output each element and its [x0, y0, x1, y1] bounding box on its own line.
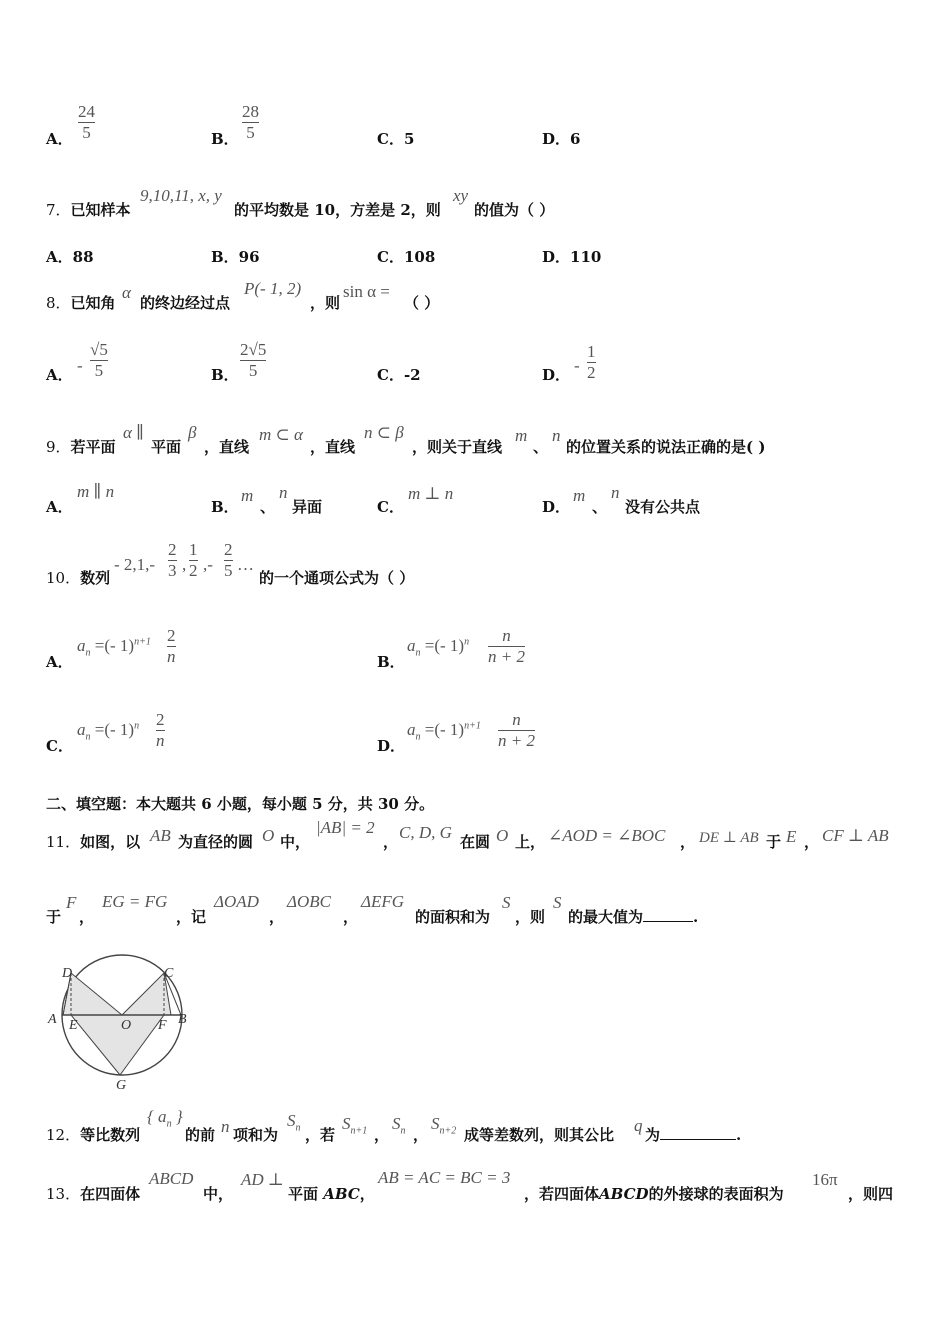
- q11-stem-6: 上，: [515, 833, 546, 851]
- q10-frac-1: 2 3: [168, 540, 177, 580]
- q6-option-a-fraction: 24 5: [78, 102, 95, 142]
- q10-option-d: D．: [377, 737, 406, 755]
- q12-sn-2: $S_n$: [392, 1114, 406, 1137]
- q11-eg-fg: EG = FG: [102, 892, 168, 911]
- q11-stem-7: ，: [680, 833, 696, 851]
- q9-option-c: C．: [377, 498, 404, 516]
- label-d: D: [62, 966, 73, 981]
- label-o: O: [121, 1018, 132, 1033]
- label-a: A: [48, 1012, 57, 1027]
- q9-option-d-n: n: [611, 483, 620, 502]
- q12-sn2: $S_{n+2}$: [431, 1114, 457, 1137]
- q10-comma: ,: [182, 555, 187, 574]
- q13-stem-2: 中，: [203, 1185, 234, 1203]
- q10-option-b-formula: $a_n$ =(- 1)$^n$: [407, 636, 470, 659]
- label-g: G: [116, 1078, 127, 1093]
- q11-l2-comma-3: ，: [343, 908, 359, 926]
- q11-l2-comma: ，: [79, 908, 95, 926]
- q12-stem-4: ，若: [305, 1126, 336, 1144]
- q13-ad-perp: AD ⊥: [241, 1170, 284, 1189]
- q10-option-a-formula: $a_n$ =(- 1)$^{n+1}$: [77, 636, 151, 659]
- q8-option-d: D．: [542, 366, 571, 384]
- q10-option-d-formula: $a_n$ =(- 1)$^{n+1}$: [407, 720, 481, 743]
- q12-seq: { $a_n$ }: [147, 1107, 183, 1130]
- q10-option-a: A．: [46, 653, 73, 671]
- q9-stem-6: 的位置关系的说法正确的是( ): [566, 438, 766, 456]
- q11-l2-area: 的面积和为: [415, 908, 491, 926]
- q7-stem-2: 的平均数是 10，方差是 2，则: [234, 201, 441, 219]
- q8-option-d-sign: -: [574, 356, 580, 375]
- q10-option-c-fraction: 2 n: [156, 710, 165, 750]
- q9-option-b-n: n: [279, 483, 288, 502]
- q7-sample: 9,10,11, x, y: [140, 186, 222, 205]
- q7-xy: xy: [453, 186, 469, 205]
- q7-option-c: C．108: [377, 248, 436, 266]
- q9-option-d-text: 没有公共点: [625, 498, 701, 516]
- q11-de-perp: DE ⊥ AB: [699, 830, 759, 846]
- q10-stem: 10．数列: [46, 569, 111, 587]
- q9-m: m: [515, 426, 528, 445]
- q11-circle-figure: [44, 945, 214, 1095]
- q11-tri-oad: ΔOAD: [214, 892, 259, 911]
- q13-stem-4: ，若四面体ABCD的外接球的表面积为: [524, 1185, 784, 1203]
- q9-alpha-parallel: α ∥: [123, 423, 145, 442]
- q9-option-d: D．: [542, 498, 571, 516]
- q11-tri-obc: ΔOBC: [287, 892, 331, 911]
- q9-option-b-m: m: [241, 486, 254, 505]
- q9-option-a-math: m ∥ n: [77, 482, 115, 501]
- q13-equal-sides: AB = AC = BC = 3: [378, 1168, 511, 1187]
- q10-option-c-formula: $a_n$ =(- 1)$^n$: [77, 720, 140, 743]
- q13-stem-3: 平面 ABC，: [288, 1185, 375, 1203]
- section-2-heading: 二、填空题：本大题共 6 小题，每小题 5 分，共 30 分。: [46, 795, 435, 813]
- q8-stem-3: ，则: [310, 294, 341, 312]
- q9-stem-2: 平面: [151, 438, 182, 456]
- q11-cf-perp: CF ⊥ AB: [822, 826, 889, 845]
- q11-l2-comma-2: ，: [269, 908, 285, 926]
- q8-option-a: A．: [46, 366, 73, 384]
- q11-tri-efg: ΔEFG: [361, 892, 405, 911]
- q10-seq-start: - 2,1,-: [114, 555, 156, 574]
- q6-option-d: D．6: [542, 130, 581, 148]
- q13-stem-5: ，则四: [848, 1185, 894, 1203]
- q9-sep: 、: [533, 438, 549, 456]
- q9-m-in-alpha: m ⊂ α: [259, 425, 303, 444]
- q9-option-d-sep: 、: [592, 498, 608, 516]
- q11-stem-3: 中，: [280, 833, 311, 851]
- q11-o2: O: [496, 826, 509, 845]
- q10-option-a-fraction: 2 n: [167, 626, 176, 666]
- q11-l2-ze: ，则: [515, 908, 546, 926]
- q10-option-d-fraction: n n + 2: [498, 710, 535, 750]
- q8-stem-4: （ ）: [404, 294, 440, 312]
- q9-option-b: B．: [211, 498, 239, 516]
- q10-stem-2: 的一个通项公式为（ ）: [259, 569, 415, 587]
- q11-o: O: [262, 826, 275, 845]
- q9-stem-3: ，直线: [204, 438, 250, 456]
- q12-q: q: [634, 1116, 643, 1135]
- q11-l2-ji: ，记: [176, 908, 207, 926]
- q11-stem-5: 在圆: [460, 833, 491, 851]
- q11-cdg: C, D, G: [399, 823, 452, 842]
- label-e: E: [69, 1018, 78, 1033]
- q8-stem-2: 的终边经过点: [140, 294, 231, 312]
- q8-option-b: B．: [211, 366, 239, 384]
- q12-stem-8: 为 .: [645, 1126, 742, 1144]
- q11-l2-max: 的最大值为 .: [568, 908, 699, 926]
- q8-point: P(- 1, 2): [244, 279, 302, 298]
- q9-option-d-m: m: [573, 486, 586, 505]
- q9-option-a: A．: [46, 498, 73, 516]
- q11-f: F: [66, 893, 77, 912]
- q11-angle-eq: ∠AOD = ∠BOC: [548, 826, 666, 845]
- q11-e: E: [786, 827, 797, 846]
- q11-s: S: [502, 893, 511, 912]
- q8-option-a-fraction: √5 5: [90, 340, 108, 380]
- q12-stem-5: ，: [374, 1126, 390, 1144]
- q12-stem-7: 成等差数列，则其公比: [464, 1126, 615, 1144]
- q12-stem-6: ，: [413, 1126, 429, 1144]
- q7-stem-3: 的值为（ ）: [474, 201, 555, 219]
- q12-sn1: $S_{n+1}$: [342, 1114, 368, 1137]
- q7-option-d: D．110: [542, 248, 602, 266]
- q10-ellipsis: …: [237, 555, 254, 574]
- q11-stem-9: ，: [804, 833, 820, 851]
- q13-abcd: ABCD: [149, 1169, 194, 1188]
- q10-seq-mid: ,-: [203, 555, 213, 574]
- q9-option-c-math: m ⊥ n: [408, 484, 454, 503]
- q9-option-b-sep: 、: [260, 498, 276, 516]
- q12-n: n: [221, 1117, 230, 1136]
- q12-sn: $S_n$: [287, 1111, 301, 1134]
- q10-option-c: C．: [46, 737, 73, 755]
- q12-stem: 12．等比数列: [46, 1126, 141, 1144]
- q11-stem-8: 于: [766, 833, 782, 851]
- q11-stem: 11．如图，以: [46, 833, 141, 851]
- q13-stem: 13．在四面体: [46, 1185, 141, 1203]
- q9-beta: β: [188, 423, 197, 442]
- q6-option-a: A．: [46, 130, 73, 148]
- q6-option-b-fraction: 28 5: [242, 102, 259, 142]
- q10-frac-2: 1 2: [189, 540, 198, 580]
- q9-stem: 9．若平面: [46, 438, 116, 456]
- label-b: B: [178, 1012, 187, 1027]
- q9-option-b-text: 异面: [292, 498, 323, 516]
- q9-n: n: [552, 426, 561, 445]
- q8-option-b-fraction: 2√5 5: [240, 340, 267, 380]
- q7-option-b: B．96: [211, 248, 260, 266]
- q11-stem-4: ，: [383, 833, 399, 851]
- q11-ab: AB: [150, 826, 171, 845]
- q10-option-b: B．: [377, 653, 405, 671]
- q12-stem-3: 项和为: [233, 1126, 279, 1144]
- q8-option-a-sign: -: [77, 356, 83, 375]
- q6-option-c: C．5: [377, 130, 415, 148]
- q7-stem: 7．已知样本: [46, 201, 131, 219]
- q13-area: 16π: [812, 1170, 838, 1189]
- q11-ab-length: |AB| = 2: [316, 818, 375, 837]
- q10-frac-3: 2 5: [224, 540, 233, 580]
- q12-stem-2: 的前: [185, 1126, 216, 1144]
- triangle-efg: [71, 1015, 164, 1075]
- q8-sin: sin α =: [343, 282, 390, 301]
- q9-n-in-beta: n ⊂ β: [364, 423, 404, 442]
- q9-stem-5: ，则关于直线: [412, 438, 503, 456]
- q8-alpha: α: [122, 283, 131, 302]
- q10-option-b-fraction: n n + 2: [488, 626, 525, 666]
- label-c: C: [164, 966, 174, 981]
- q8-stem: 8．已知角: [46, 294, 116, 312]
- q8-option-c: C．-2: [377, 366, 421, 384]
- q11-s2: S: [553, 893, 562, 912]
- q7-option-a: A．88: [46, 248, 94, 266]
- q9-stem-4: ，直线: [310, 438, 356, 456]
- label-f: F: [158, 1018, 167, 1033]
- q11-l2-yu: 于: [46, 908, 62, 926]
- q6-option-b: B．: [211, 130, 239, 148]
- q8-option-d-fraction: 1 2: [587, 342, 596, 382]
- q11-stem-2: 为直径的圆: [178, 833, 254, 851]
